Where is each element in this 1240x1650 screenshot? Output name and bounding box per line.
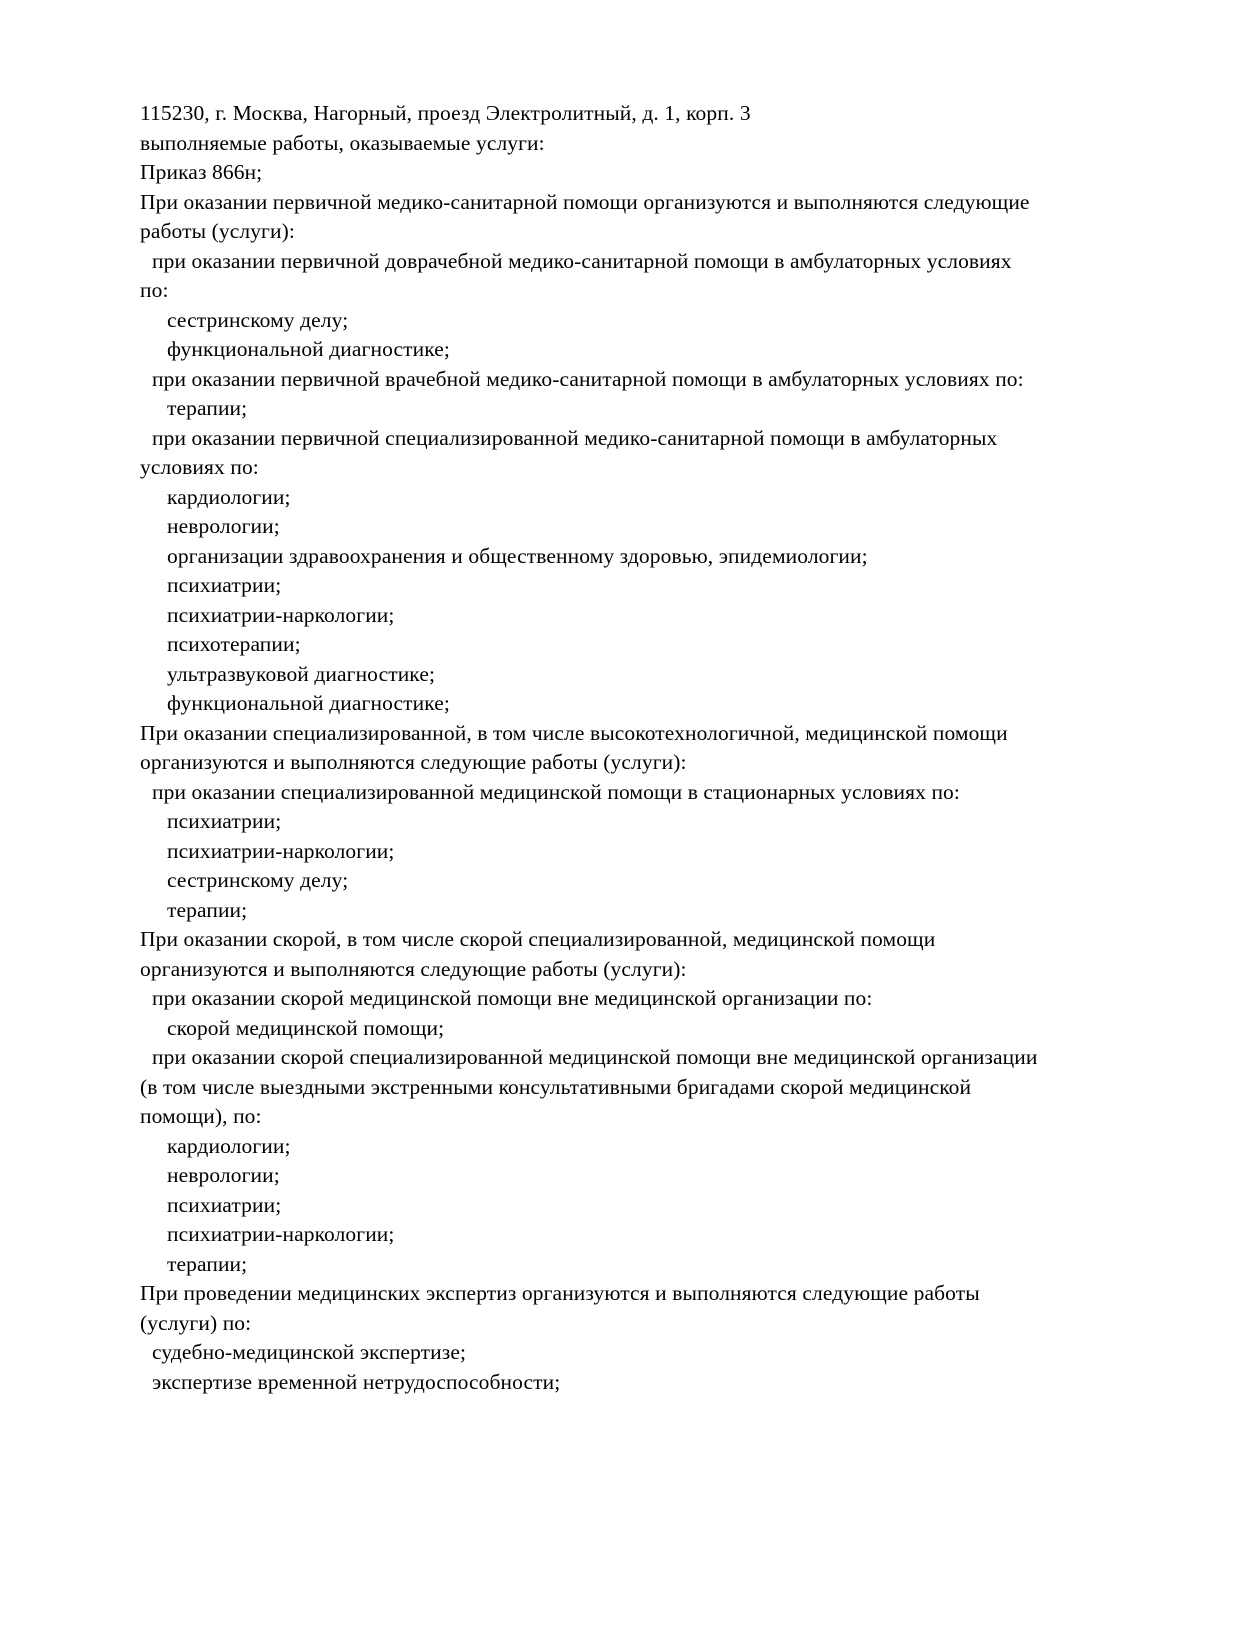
text-line: экспертизе временной нетрудоспособности; (152, 1369, 561, 1394)
text-line: психиатрии; (167, 809, 282, 833)
text-line: функциональной диагностике; (167, 337, 450, 361)
text-line: терапии; (167, 897, 248, 922)
text-line: При оказании специализированной, в том числе высокотехнологичной, медицинской помощи (140, 720, 1008, 745)
text-line: при оказании первичной доврачебной медико-санитарной помощи в амбулаторных условиях (152, 248, 1012, 273)
text-line: (услуги) по: (140, 1310, 252, 1335)
text-line: функциональной диагностике; (167, 691, 450, 715)
text-line: При оказании скорой, в том числе скорой специализированной, медицинской помощи (140, 927, 936, 951)
text-line: неврологии; (167, 1163, 280, 1187)
text-line: организуются и выполняются следующие работы (услуги): (140, 750, 687, 774)
text-line: психиатрии; (167, 1192, 282, 1217)
text-line: кардиологии; (167, 484, 291, 509)
license-works-services-text (140, 99, 1112, 1397)
text-line: психотерапии; (167, 632, 301, 656)
text-line: психиатрии; (167, 573, 282, 597)
text-line: при оказании скорой медицинской помощи вне медицинской организации по: (152, 986, 873, 1010)
text-line: При проведении медицинских экспертиз организуются и выполняются следующие работы (140, 1281, 980, 1305)
text-line: сестринскому делу; (167, 868, 349, 892)
text-line: 115230, г. Москва, Нагорный, проезд Электролитный, д. 1, корп. 3 (140, 101, 751, 125)
text-line: организуются и выполняются следующие работы (услуги): (140, 956, 687, 981)
text-line: кардиологии; (167, 1133, 291, 1158)
text-line: при оказании скорой специализированной медицинской помощи вне медицинской организации (152, 1045, 1038, 1069)
text-line: психиатрии-наркологии; (167, 838, 395, 863)
text-line: организации здравоохранения и общественному здоровью, эпидемиологии; (167, 543, 868, 568)
text-line: терапии; (167, 396, 248, 420)
text-line: При оказании первичной медико-санитарной помощи организуются и выполняются следующие (140, 189, 1030, 214)
text-line: выполняемые работы, оказываемые услуги: (140, 130, 545, 155)
text-line: при оказании первичной врачебной медико-санитарной помощи в амбулаторных условиях по: (152, 366, 1024, 391)
text-line: неврологии; (167, 514, 280, 538)
text-line: ультразвуковой диагностике; (167, 661, 436, 686)
text-line: помощи), по: (140, 1104, 262, 1128)
text-line: при оказании первичной специализированной медико-санитарной помощи в амбулаторных (152, 425, 998, 450)
text-line: работы (услуги): (140, 219, 295, 243)
text-line: психиатрии-наркологии; (167, 1222, 395, 1246)
text-line: Приказ 866н; (140, 160, 263, 184)
text-line: при оказании специализированной медицинской помощи в стационарных условиях по: (152, 779, 960, 804)
text-line: психиатрии-наркологии; (167, 602, 395, 627)
text-line: сестринскому делу; (167, 307, 349, 332)
text-line: по: (140, 278, 169, 302)
text-line: судебно-медицинской экспертизе; (152, 1340, 467, 1364)
text-line: терапии; (167, 1251, 248, 1276)
text-line: (в том числе выездными экстренными консультативными бригадами скорой медицинской (140, 1074, 972, 1099)
text-line: скорой медицинской помощи; (167, 1015, 445, 1040)
text-line: условиях по: (140, 455, 259, 479)
